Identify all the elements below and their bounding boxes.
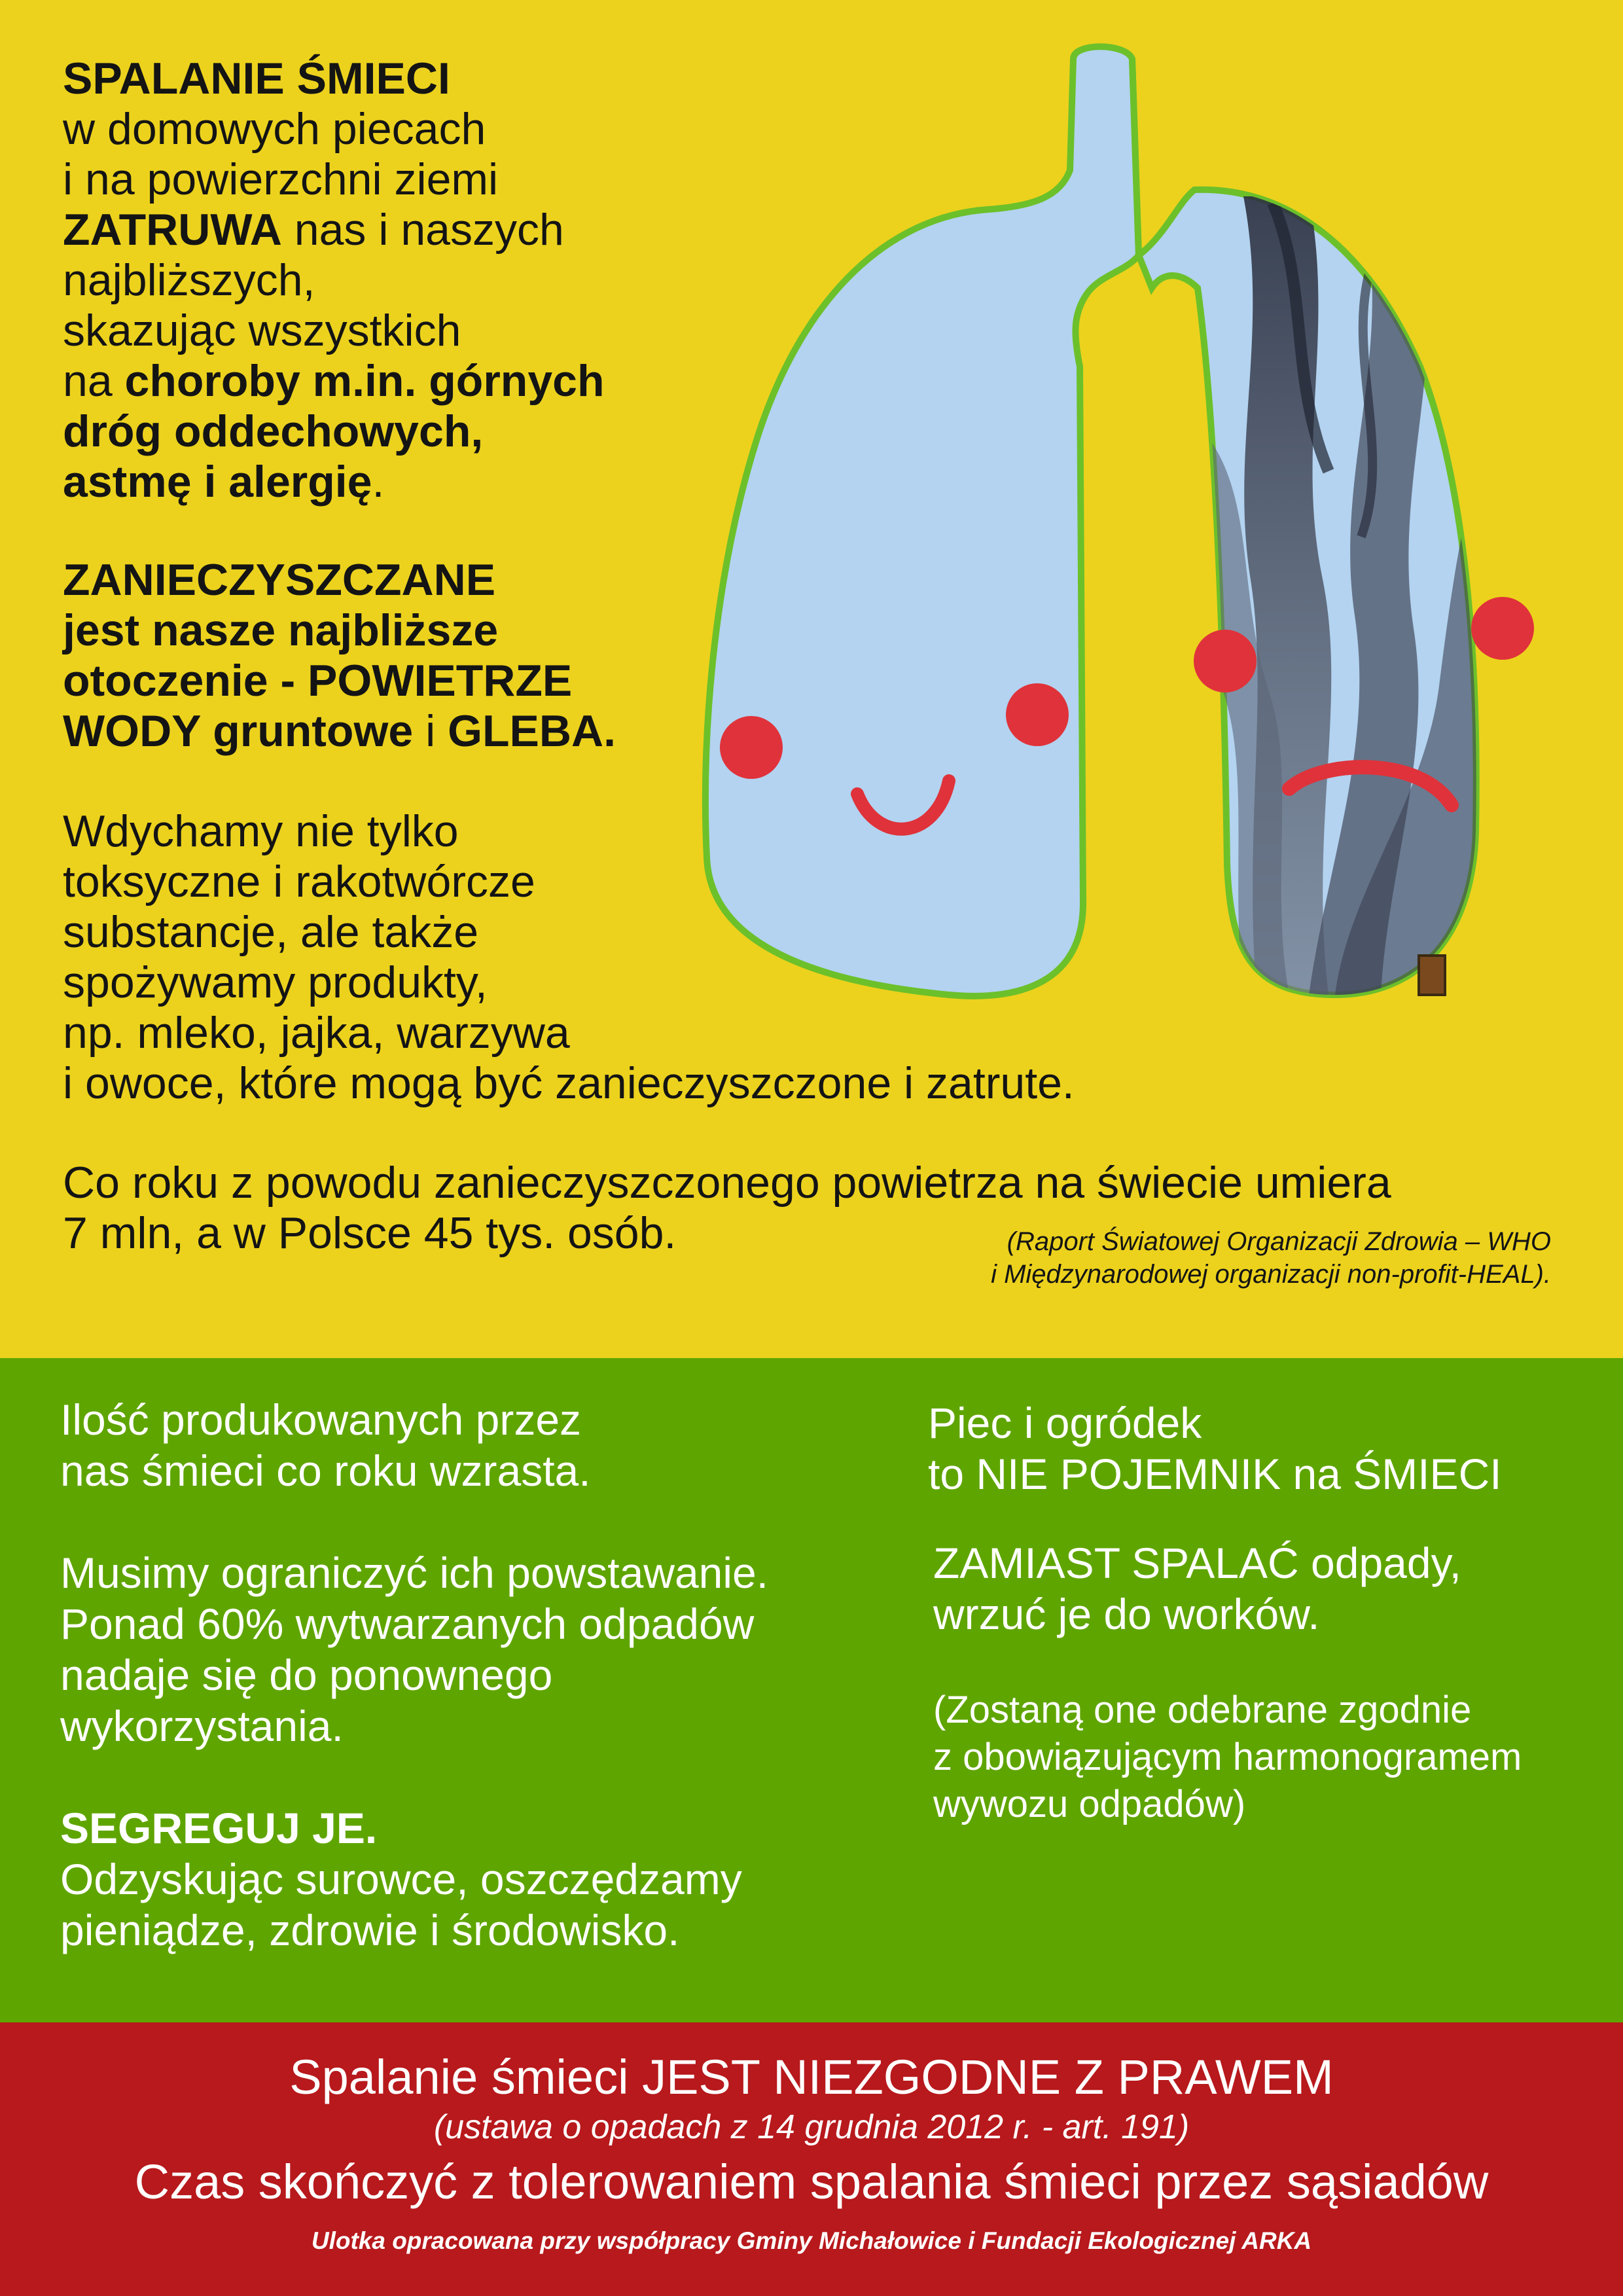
intro-line: i na powierzchni ziemi	[63, 154, 499, 204]
breathe-line: i owoce, które mogą być zanieczyszczone i zatrute.	[63, 1058, 1075, 1108]
cheek	[1194, 630, 1257, 692]
footer-law-heading: Spalanie śmieci JEST NIEZGODNE Z PRAWEM	[289, 2050, 1334, 2104]
footer-call-to-action: Czas skończyć z tolerowaniem spalania śmieci przez sąsiadów	[134, 2155, 1489, 2209]
green-text-line: Odzyskując surowce, oszczędzamy	[60, 1855, 742, 1903]
pollution-line: jest nasze najbliższe	[63, 605, 499, 655]
green-text-line: nas śmieci co roku wzrasta.	[60, 1446, 591, 1495]
pollution-line: WODY gruntowe	[63, 706, 414, 756]
left-lung	[705, 46, 1139, 996]
green-text-line: wykorzystania.	[60, 1702, 344, 1750]
intro-line: nas i naszych	[281, 205, 564, 255]
green-text-line: wrzuć je do worków.	[933, 1590, 1320, 1638]
pollution-line: ZANIECZYSZCZANE	[63, 555, 496, 605]
segreguj-heading: SEGREGUJ JE.	[60, 1804, 378, 1852]
intro-emphasis: astmę i alergię	[63, 457, 372, 507]
source-line: (Raport Światowej Organizacji Zdrowia – WHO	[1007, 1227, 1551, 1256]
footer-credits: Ulotka opracowana przy współpracy Gminy Michałowice i Fundacji Ekologicznej ARKA	[311, 2227, 1312, 2254]
source-line: i Międzynarodowej organizacji non-profit-HEAL).	[991, 1260, 1551, 1289]
lungs-illustration	[681, 39, 1590, 1021]
intro-line: .	[372, 457, 385, 507]
intro-emphasis: choroby m.in. górnych	[124, 356, 605, 406]
green-text-line: (Zostaną one odebrane zgodnie	[933, 1689, 1472, 1731]
pollution-paragraph	[63, 555, 616, 757]
intro-line: w domowych piecach	[63, 104, 486, 154]
intro-emphasis: dróg oddechowych,	[63, 406, 484, 456]
intro-line: na	[63, 356, 125, 406]
green-text-line: Musimy ograniczyć ich powstawanie.	[60, 1549, 769, 1597]
deaths-line: 7 mln, a w Polsce 45 tys. osób.	[63, 1208, 677, 1258]
green-text-line: Ponad 60% wytwarzanych odpadów	[60, 1600, 755, 1648]
green-text-line: to NIE POJEMNIK na ŚMIECI	[928, 1450, 1502, 1498]
green-text-line: wywozu odpadów)	[933, 1783, 1246, 1825]
green-text-line: pieniądze, zdrowie i środowisko.	[60, 1906, 680, 1954]
green-text-line: ZAMIAST SPALAĆ odpady,	[933, 1539, 1462, 1587]
pollution-line: GLEBA.	[448, 706, 616, 756]
green-text-line: nadaje się do ponownego	[60, 1651, 553, 1699]
intro-line: skazując wszystkich	[63, 306, 461, 355]
green-left-column	[60, 1394, 768, 1956]
intro-title: SPALANIE ŚMIECI	[63, 54, 450, 103]
intro-emphasis: ZATRUWA	[63, 205, 282, 255]
breathe-line: Wdychamy nie tylko	[63, 806, 459, 856]
green-text-line: z obowiązującym harmonogramem	[933, 1736, 1522, 1778]
cheek	[1471, 597, 1534, 660]
chimney	[1419, 956, 1445, 995]
breathe-line: np. mleko, jajka, warzywa	[63, 1008, 570, 1058]
breathe-line: substancje, ale także	[63, 907, 479, 957]
deaths-line: Co roku z powodu zanieczyszczonego powietrza na świecie umiera	[63, 1158, 1391, 1208]
intro-paragraph	[63, 54, 605, 507]
breathe-line: spożywamy produkty,	[63, 958, 488, 1007]
cheek	[720, 716, 783, 779]
cheek	[1006, 683, 1069, 746]
footer-law-reference: (ustawa o opadach z 14 grudnia 2012 r. - art. 191)	[433, 2108, 1190, 2146]
intro-line: najbliższych,	[63, 255, 315, 305]
breathe-line: toksyczne i rakotwórcze	[63, 857, 535, 906]
green-right-column	[928, 1397, 1522, 1828]
green-text-line: Ilość produkowanych przez	[60, 1395, 582, 1444]
source-note	[975, 1225, 1551, 1291]
green-text-line: Piec i ogródek	[928, 1399, 1202, 1447]
pollution-line: i	[413, 706, 448, 756]
pollution-line: otoczenie - POWIETRZE	[63, 656, 573, 706]
